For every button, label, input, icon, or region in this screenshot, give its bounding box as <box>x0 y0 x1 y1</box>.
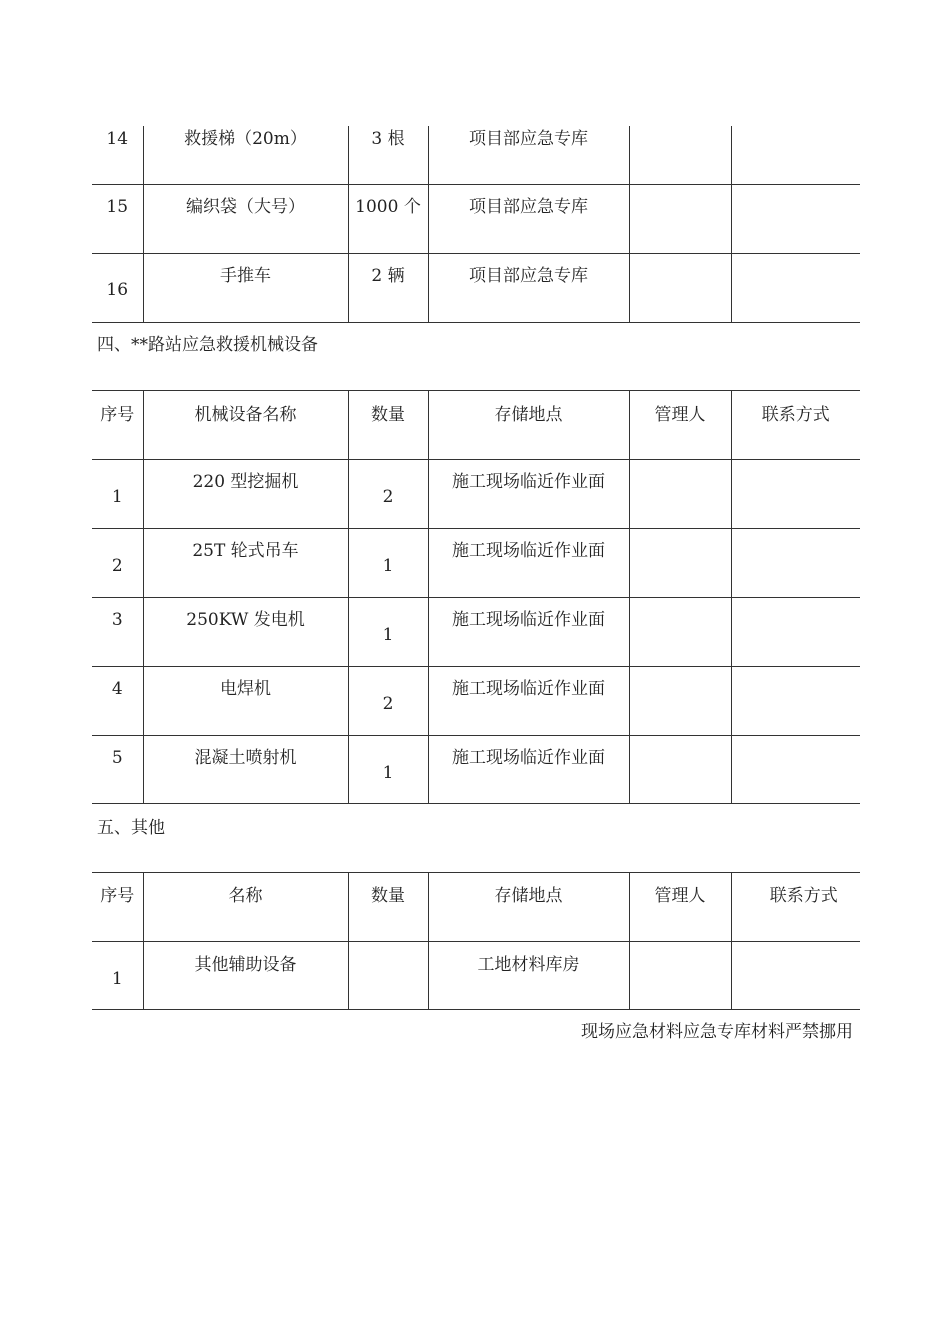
item-qty <box>348 942 428 1010</box>
header-location: 存储地点 <box>428 391 629 460</box>
materials-table-continued <box>92 126 860 323</box>
item-qty: 1 <box>348 736 428 804</box>
item-qty: 2 <box>348 460 428 529</box>
header-manager: 管理人 <box>629 391 731 460</box>
item-name: 混凝土喷射机 <box>143 736 348 804</box>
row-number: 1 <box>92 942 143 1010</box>
item-contact <box>731 598 860 667</box>
header-qty: 数量 <box>348 873 428 942</box>
header-no: 序号 <box>92 391 143 460</box>
item-manager <box>629 736 731 804</box>
item-contact <box>731 126 860 184</box>
item-name: 电焊机 <box>143 667 348 736</box>
header-name: 机械设备名称 <box>143 391 348 460</box>
item-location: 项目部应急专库 <box>428 126 629 184</box>
item-manager <box>629 667 731 736</box>
item-name: 其他辅助设备 <box>143 942 348 1010</box>
section5-heading: 五、其他 <box>97 818 165 838</box>
item-qty: 1 <box>348 598 428 667</box>
item-name: 25T 轮式吊车 <box>143 529 348 598</box>
item-location: 项目部应急专库 <box>428 253 629 322</box>
table-header-row <box>92 391 860 460</box>
header-contact: 联系方式 <box>731 873 860 942</box>
item-location: 施工现场临近作业面 <box>428 667 629 736</box>
table-row <box>92 253 860 322</box>
row-number: 14 <box>92 126 143 184</box>
item-contact <box>731 460 860 529</box>
item-name: 编织袋（大号） <box>143 184 348 253</box>
header-qty: 数量 <box>348 391 428 460</box>
table-row <box>92 529 860 598</box>
item-contact <box>731 529 860 598</box>
machinery-table <box>92 390 860 804</box>
item-manager <box>629 529 731 598</box>
item-qty: 1000 个 <box>348 184 428 253</box>
table-row <box>92 184 860 253</box>
header-contact: 联系方式 <box>731 391 860 460</box>
table-row <box>92 598 860 667</box>
item-manager <box>629 253 731 322</box>
item-contact <box>731 184 860 253</box>
footnote: 现场应急材料应急专库材料严禁挪用 <box>581 1022 853 1042</box>
row-number: 1 <box>92 460 143 529</box>
item-name: 手推车 <box>143 253 348 322</box>
row-number: 15 <box>92 184 143 253</box>
item-contact <box>731 942 860 1010</box>
item-location: 施工现场临近作业面 <box>428 598 629 667</box>
item-qty: 1 <box>348 529 428 598</box>
row-number: 3 <box>92 598 143 667</box>
section4-heading: 四、**路站应急救援机械设备 <box>97 335 318 355</box>
row-number: 4 <box>92 667 143 736</box>
item-name: 救援梯（20m） <box>143 126 348 184</box>
table-row <box>92 942 860 1010</box>
item-location: 施工现场临近作业面 <box>428 460 629 529</box>
item-location: 施工现场临近作业面 <box>428 736 629 804</box>
header-location: 存储地点 <box>428 873 629 942</box>
table-row <box>92 460 860 529</box>
item-name: 250KW 发电机 <box>143 598 348 667</box>
item-contact <box>731 667 860 736</box>
row-number: 5 <box>92 736 143 804</box>
table-row <box>92 126 860 184</box>
row-number: 16 <box>92 253 143 322</box>
other-equipment-table <box>92 872 860 1010</box>
item-qty: 2 <box>348 667 428 736</box>
item-qty: 3 根 <box>348 126 428 184</box>
table-header-row <box>92 873 860 942</box>
item-manager <box>629 942 731 1010</box>
header-manager: 管理人 <box>629 873 731 942</box>
row-number: 2 <box>92 529 143 598</box>
header-name: 名称 <box>143 873 348 942</box>
item-name: 220 型挖掘机 <box>143 460 348 529</box>
item-contact <box>731 253 860 322</box>
item-manager <box>629 598 731 667</box>
header-no: 序号 <box>92 873 143 942</box>
table-row <box>92 736 860 804</box>
table-row <box>92 667 860 736</box>
item-location: 项目部应急专库 <box>428 184 629 253</box>
item-location: 施工现场临近作业面 <box>428 529 629 598</box>
item-manager <box>629 184 731 253</box>
item-qty: 2 辆 <box>348 253 428 322</box>
item-contact <box>731 736 860 804</box>
item-location: 工地材料库房 <box>428 942 629 1010</box>
item-manager <box>629 460 731 529</box>
item-manager <box>629 126 731 184</box>
